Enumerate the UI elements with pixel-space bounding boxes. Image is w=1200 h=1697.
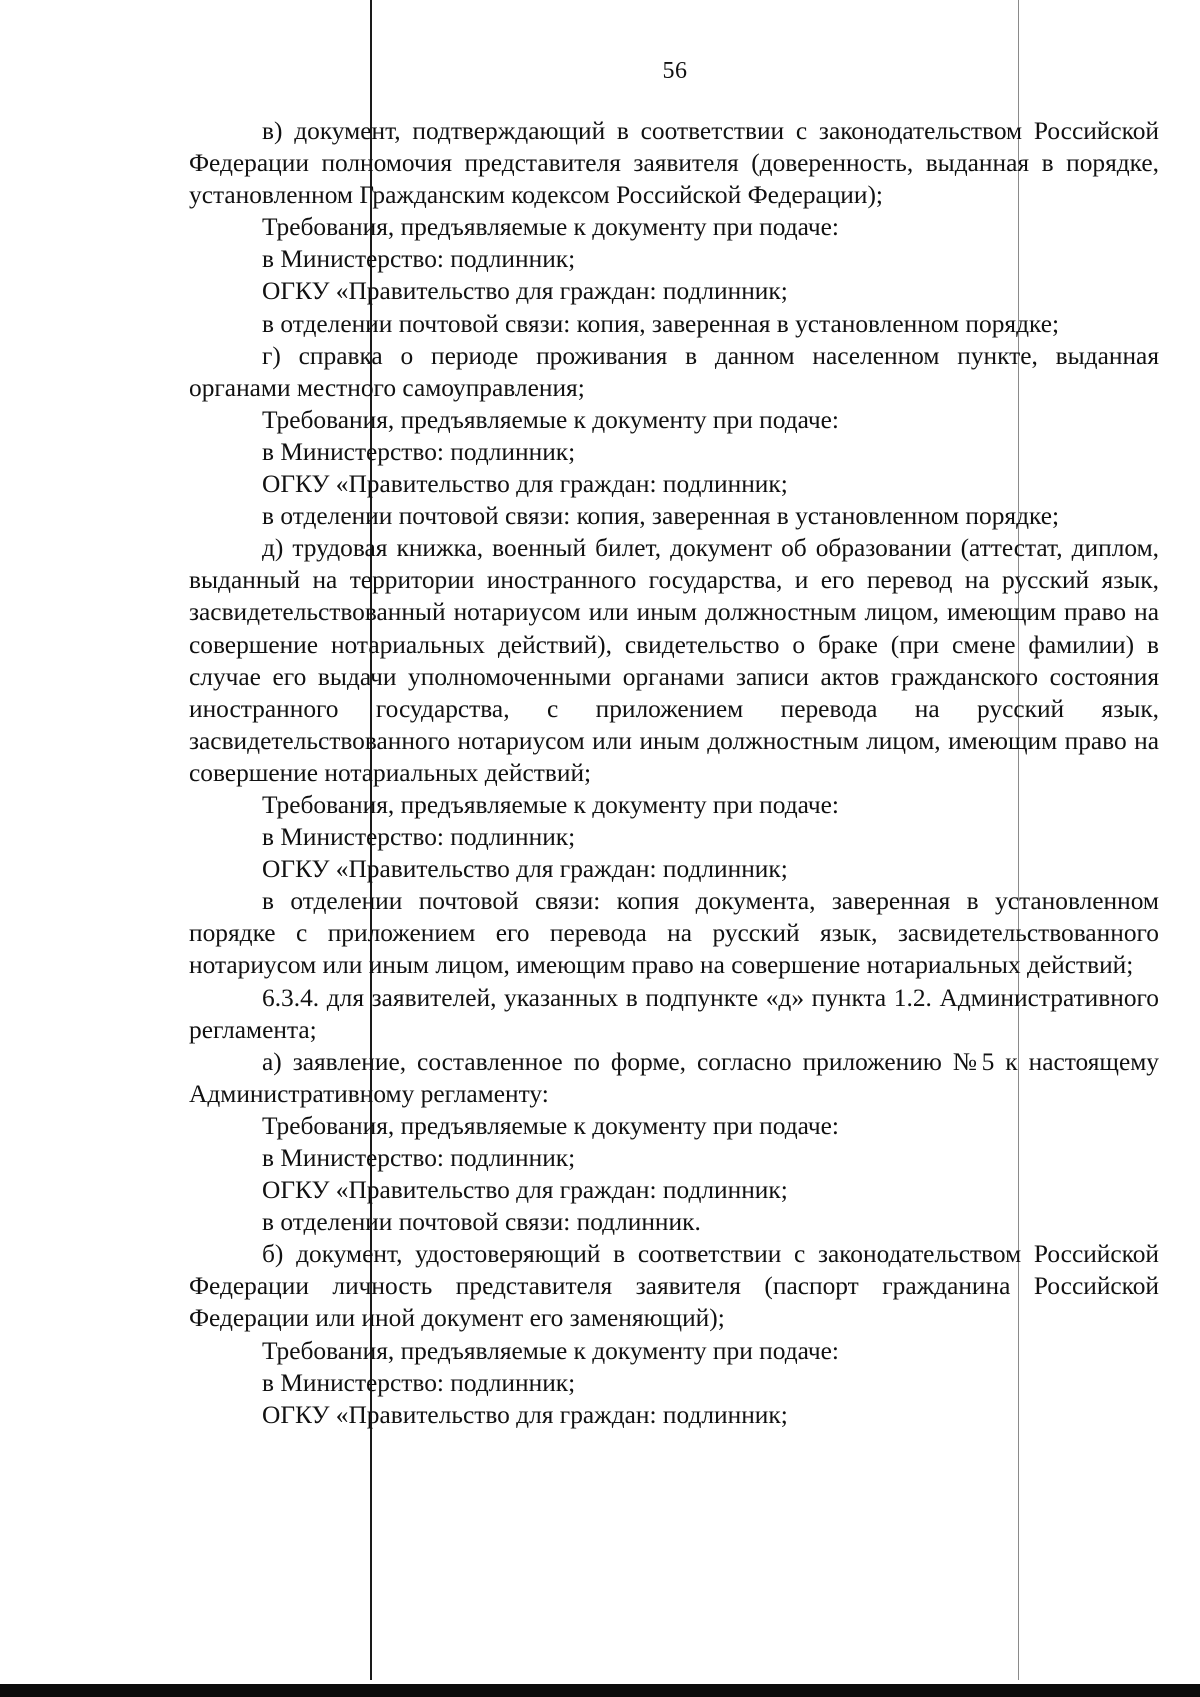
scan-bottom-edge <box>0 1684 1200 1697</box>
paragraph: в Министерство: подлинник; <box>262 1368 576 1397</box>
paragraph: Требования, предъявляемые к документу при подаче: <box>262 1111 839 1140</box>
paragraph: д) трудовая книжка, военный билет, документ об образовании (аттестат, диплом, выданный на территории иностранного государства, и его перевод на русский язык, засвидетельствованный нотариусом или иным должностным лицом, имеющим право на совершение нотариальных действий), свидетельство о браке (при смене фамилии) в случае его выдачи уполномоченными органами записи актов гражданского состояния иностранного государства, с приложением перевода на русский язык, засвидетельствованного нотариусом или иным должностным лицом, имеющим право на совершение нотариальных действий; <box>189 534 1159 787</box>
paragraph: ОГКУ «Правительство для граждан: подлинник; <box>262 277 788 306</box>
paragraph: Требования, предъявляемые к документу при подаче: <box>262 1336 839 1365</box>
paragraph: Требования, предъявляемые к документу при подаче: <box>262 213 839 242</box>
paragraph: в отделении почтовой связи: копия, заверенная в установленном порядке; <box>262 502 1060 531</box>
paragraph: в Министерство: подлинник; <box>262 437 576 466</box>
paragraph: Требования, предъявляемые к документу при подаче: <box>262 790 839 819</box>
paragraph: б) документ, удостоверяющий в соответствии с законодательством Российской Федерации личность представителя заявителя (паспорт гражданина Российской Федерации или иной документ его заменяющий); <box>189 1240 1159 1333</box>
paragraph: Требования, предъявляемые к документу при подаче: <box>262 405 839 434</box>
paragraph: в отделении почтовой связи: копия документа, заверенная в установленном порядке с приложением его перевода на русский язык, засвидетельствованного нотариусом или иным лицом, имеющим право на совершение нотариальных действий; <box>189 887 1159 980</box>
paragraph: в Министерство: подлинник; <box>262 1144 576 1172</box>
paragraph: в отделении почтовой связи: подлинник. <box>262 1208 701 1237</box>
paragraph: г) справка о периоде проживания в данном населенном пункте, выданная органами местного самоуправления; <box>189 341 1159 402</box>
paragraph: в) документ, подтверждающий в соответствии с законодательством Российской Федерации полномочия представителя заявителя (доверенность, выданная в порядке, установленном Гражданским кодексом Российской Федерации); <box>189 117 1159 210</box>
paragraph: а) заявление, составленное по форме, согласно приложению №5 к настоящему Административному регламенту: <box>189 1047 1159 1108</box>
paragraph: в отделении почтовой связи: копия, заверенная в установленном порядке; <box>262 309 1060 338</box>
paragraph: ОГКУ «Правительство для граждан: подлинник; <box>262 1176 788 1205</box>
paragraph: ОГКУ «Правительство для граждан: подлинник; <box>262 855 788 884</box>
document-body <box>189 115 1159 1431</box>
paragraph: 6.3.4. для заявителей, указанных в подпункте «д» пункта 1.2. Административного регламента; <box>189 983 1159 1044</box>
paragraph: в Министерство: подлинник; <box>262 823 576 852</box>
paragraph: ОГКУ «Правительство для граждан: подлинник; <box>262 470 788 499</box>
paragraph: ОГКУ «Правительство для граждан: подлинник; <box>262 1400 788 1429</box>
paragraph: в Министерство: подлинник; <box>262 245 576 274</box>
page-number: 56 <box>662 58 688 84</box>
